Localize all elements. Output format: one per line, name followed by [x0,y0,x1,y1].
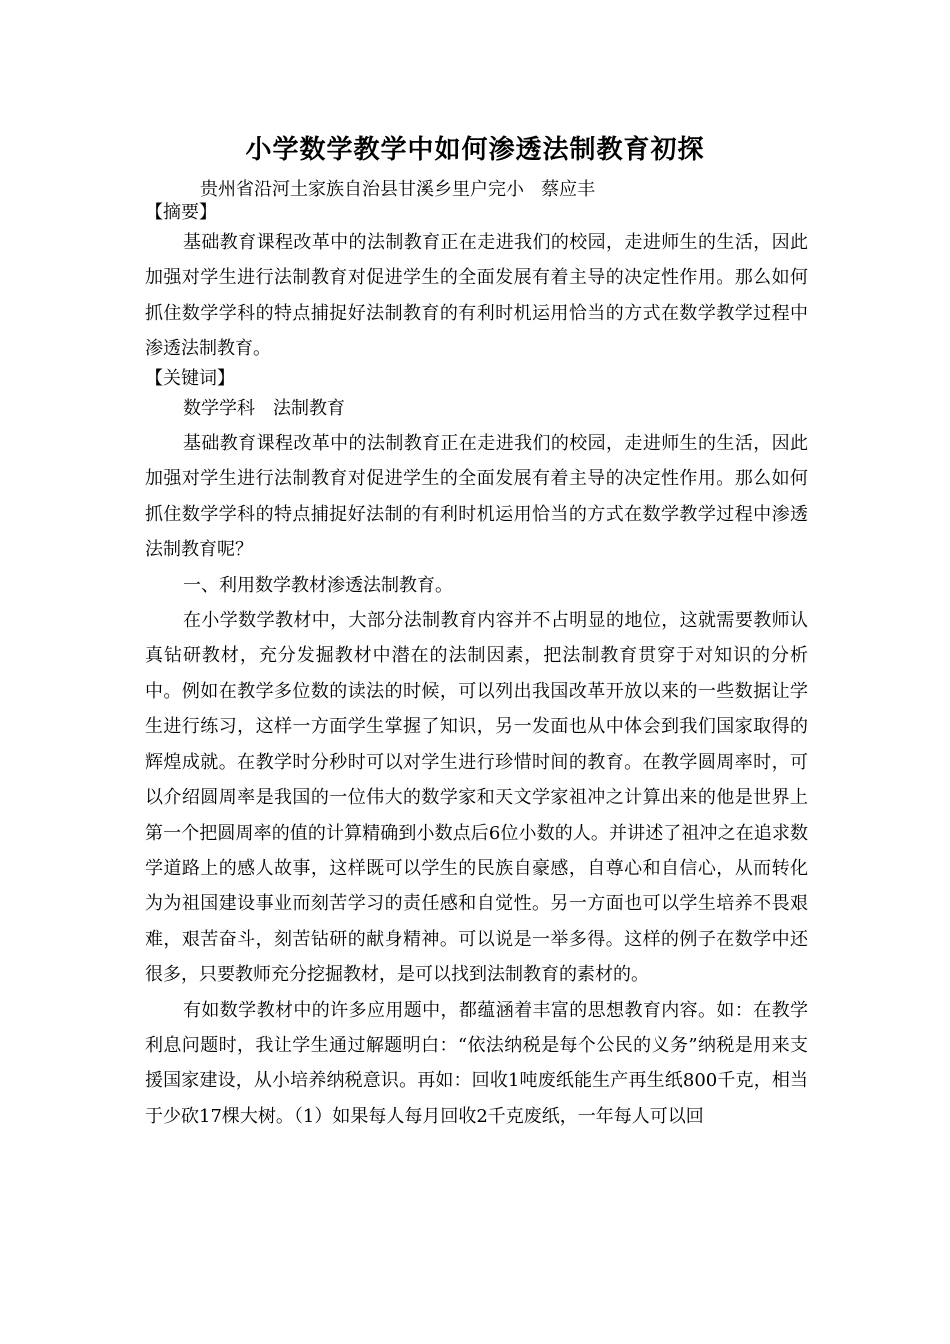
keywords-text: 数学学科 法制教育 [183,397,345,419]
abstract-heading: 【摘要】 [145,202,217,223]
keywords-heading: 【关键词】 [145,367,235,389]
body-paragraph: 基础教育课程改革中的法制教育正在走进我们的校园，走进师生的生活，因此加强对学生进行法制教育对促进学生的全面发展有着主导的决定性作用。那么如何抓住数学学科的特点捕捉好法制的有利时机运用恰当的方式在数学教学过程中渗透法制教育呢？ [145,433,808,561]
document-body [145,201,808,1134]
section-heading: 一、利用数学教材渗透法制教育。 [183,574,453,596]
document-title: 小学数学教学中如何渗透法制教育初探 [245,135,705,165]
body-paragraph: 有如数学教材中的许多应用题中，都蕴涵着丰富的思想教育内容。如：在教学利息问题时，我让学生通过解题明白：“依法纳税是每个公民的义务”纳税是用来支援国家建设，从小培养纳税意识。再如：回收1吨废纸能生产再生纸800千克，相当于少砍17棵大树。（1）如果每人每月回收2千克废纸，一年每人可以回 [145,999,808,1127]
author-line: 贵州省沿河土家族自治县甘溪乡里户完小 蔡应丰 [200,179,596,200]
body-paragraph: 在小学数学教材中，大部分法制教育内容并不占明显的地位，这就需要教师认真钻研教材，充分发掘教材中潜在的法制因素，把法制教育贯穿于对知识的分析中。例如在教学多位数的读法的时候，可以列出我国改革开放以来的一些数据让学生进行练习，这样一方面学生掌握了知识，另一发面也从中体会到我们国家取得的辉煌成就。在教学时分秒时可以对学生进行珍惜时间的教育。在教学圆周率时，可以介绍圆周率是我国的一位伟大的数学家和天文学家祖冲之计算出来的他是世界上第一个把圆周率的值的计算精确到小数点后6位小数的人。并讲述了祖冲之在追求数学道路上的感人故事，这样既可以学生的民族自豪感，自尊心和自信心，从而转化为为祖国建设事业而刻苦学习的责任感和自觉性。另一方面也可以学生培养不畏艰难，艰苦奋斗，刻苦钻研的献身精神。可以说是一举多得。这样的例子在数学中还很多，只要教师充分挖掘教材，是可以找到法制教育的素材的。 [145,610,808,986]
abstract-text: 基础教育课程改革中的法制教育正在走进我们的校园，走进师生的生活，因此加强对学生进行法制教育对促进学生的全面发展有着主导的决定性作用。那么如何抓住数学学科的特点捕捉好法制教育的有利时机运用恰当的方式在数学教学过程中渗透法制教育。 [145,232,808,360]
